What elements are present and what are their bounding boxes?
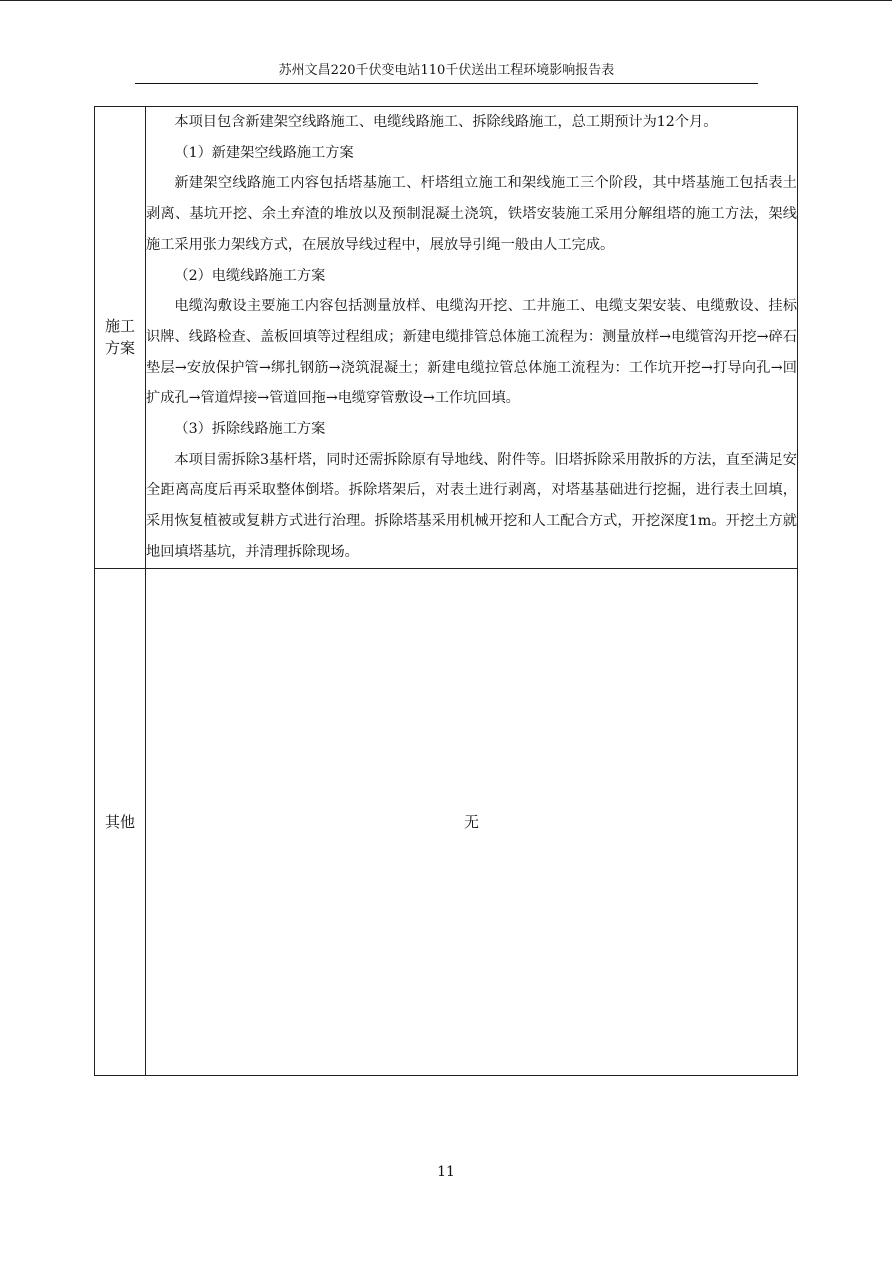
other-row (95, 568, 798, 1075)
construction-plan-content (146, 107, 798, 569)
overhead-line-paragraph: 新建架空线路施工内容包括塔基施工、杆塔组立施工和架线施工三个阶段，其中塔基施工包括表土剥离、基坑开挖、余土弃渣的堆放以及预制混凝土浇筑，铁塔安装施工采用分解组塔的施工方法，架线施工采用张力架线方式，在展放导线过程中，展放导引绳一般由人工完成。 (146, 175, 797, 253)
other-value: 无 (146, 568, 798, 1075)
cable-line-paragraph: 电缆沟敷设主要施工内容包括测量放样、电缆沟开挖、工井施工、电缆支架安装、电缆敷设、挂标识牌、线路检查、盖板回填等过程组成；新建电缆排管总体施工流程为：测量放样→电缆管沟开挖→碎石垫层→安放保护管→绑扎钢筋→浇筑混凝土；新建电缆拉管总体施工流程为：工作坑开挖→打导向孔→回扩成孔→管道焊接→管道回拖→电缆穿管敷设→工作坑回填。 (146, 298, 797, 407)
report-form-table (94, 106, 798, 1076)
demolition-paragraph: 本项目需拆除3基杆塔，同时还需拆除原有导地线、附件等。旧塔拆除采用散拆的方法，直至满足安全距离高度后再采取整体倒塔。拆除塔架后，对表土进行剥离，对塔基基础进行挖掘，进行表土回填，采用恢复植被或复耕方式进行治理。拆除塔基采用机械开挖和人工配合方式，开挖深度1m。开挖土方就地回填塔基坑，并清理拆除现场。 (146, 451, 797, 560)
report-header-title: 苏州文昌220千伏变电站110千伏送出工程环境影响报告表 (278, 63, 615, 78)
page-top-border (0, 0, 892, 1)
header-underline (135, 83, 758, 84)
cable-line-heading: （2）电缆线路施工方案 (174, 267, 326, 284)
construction-plan-label-text: 施工方案 (104, 317, 135, 358)
page-number: 11 (437, 1164, 455, 1180)
construction-plan-label (95, 107, 146, 569)
construction-intro-paragraph: 本项目包含新建架空线路施工、电缆线路施工、拆除线路施工，总工期预计为12个月。 (174, 114, 718, 130)
construction-plan-row (95, 107, 798, 569)
overhead-line-heading: （1）新建架空线路施工方案 (174, 144, 354, 161)
other-label: 其他 (95, 568, 146, 1075)
demolition-heading: （3）拆除线路施工方案 (174, 421, 326, 438)
